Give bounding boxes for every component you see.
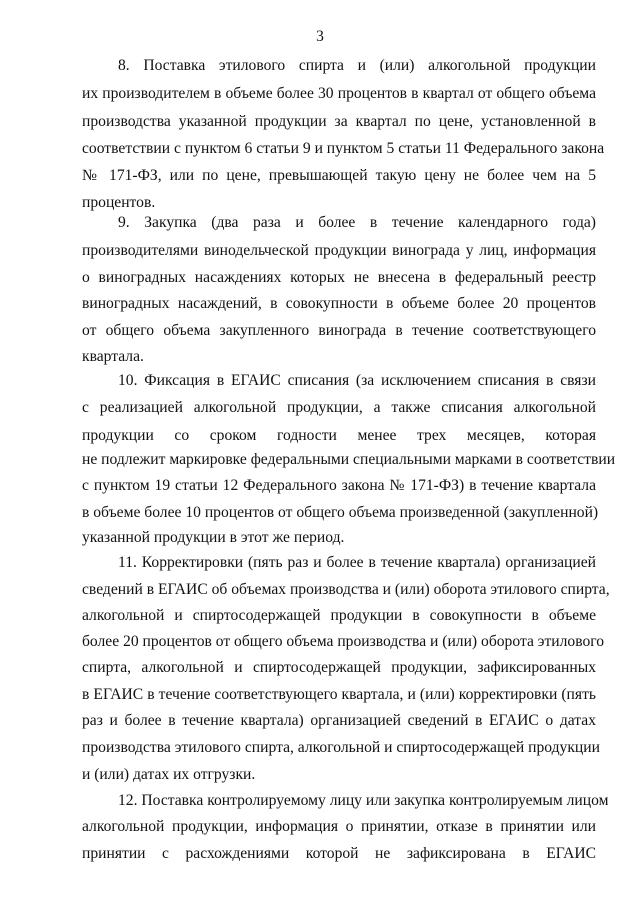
paragraph-8-line-5: № 171-ФЗ, или по цене, превышающей такую цену не более чем на 5 [82, 167, 596, 184]
paragraph-11-line-7: раз и более в течение квартала) организацией сведений в ЕГАИС о датах [82, 712, 596, 729]
paragraph-11-line-9: и (или) датах их отгрузки. [82, 766, 256, 783]
paragraph-8-line-4: соответствии с пунктом 6 статьи 9 и пунктом 5 статьи 11 Федерального закона [82, 140, 605, 157]
paragraph-9-line-5: от общего объема закупленного винограда в течение соответствующего [82, 322, 596, 339]
paragraph-10-line-2: с реализацией алкогольной продукции, а также списания алкогольной [82, 399, 596, 416]
paragraph-12-line-1: 12. Поставка контролируемому лицу или закупка контролируемым лицом [118, 792, 609, 809]
paragraph-11-line-1: 11. Корректировки (пять раз и более в течение квартала) организацией [118, 554, 596, 571]
paragraph-12-line-3: принятии с расхождениями которой не зафиксирована в ЕГАИС [82, 845, 596, 862]
paragraph-8-line-2: их производителем в объеме более 30 процентов в квартал от общего объема [82, 85, 596, 102]
paragraph-10-line-6: в объеме более 10 процентов от общего объема произведенной (закупленной) [82, 504, 599, 521]
paragraph-10-line-7: указанной продукции в этот же период. [82, 529, 345, 546]
paragraph-11-line-5: спирта, алкогольной и спиртосодержащей продукции, зафиксированных [82, 659, 596, 676]
paragraph-11-line-3: алкогольной и спиртосодержащей продукции в совокупности в объеме [82, 607, 596, 624]
paragraph-10-line-1: 10. Фиксация в ЕГАИС списания (за исключением списания в связи [118, 372, 596, 389]
paragraph-12-line-2: алкогольной продукции, информация о принятии, отказе в принятии или [82, 818, 596, 835]
paragraph-9-line-4: виноградных насаждений, в совокупности в объеме более 20 процентов [82, 295, 596, 312]
paragraph-11-line-2: сведений в ЕГАИС об объемах производства и (или) оборота этилового спирта, [82, 581, 610, 598]
paragraph-10-line-5: с пунктом 19 статьи 12 Федерального закона № 171-ФЗ) в течение квартала [82, 477, 596, 494]
paragraph-9-line-2: производителями винодельческой продукции винограда у лиц, информация [82, 242, 596, 259]
paragraph-8-line-1: 8. Поставка этилового спирта и (или) алкогольной продукции [118, 57, 596, 74]
paragraph-8-line-6: процентов. [82, 194, 156, 211]
paragraph-8-line-3: производства указанной продукции за квартал по цене, установленной в [82, 113, 596, 130]
paragraph-10-line-3: продукции со сроком годности менее трех месяцев, которая [82, 427, 596, 444]
paragraph-9-line-6: квартала. [82, 348, 144, 365]
page-number: 3 [316, 28, 324, 45]
paragraph-11-line-6: в ЕГАИС в течение соответствующего квартала, и (или) корректировки (пять [82, 686, 596, 703]
paragraph-9-line-1: 9. Закупка (два раза и более в течение календарного года) [118, 214, 596, 231]
paragraph-11-line-8: производства этилового спирта, алкогольной и спиртосодержащей продукции [82, 739, 600, 756]
paragraph-11-line-4: более 20 процентов от общего объема производства и (или) оборота этилового [82, 633, 605, 650]
paragraph-10-line-4: не подлежит маркировке федеральными специальными марками в соответствии [82, 451, 616, 468]
paragraph-9-line-3: о виноградных насаждениях которых не внесена в федеральный реестр [82, 269, 596, 286]
